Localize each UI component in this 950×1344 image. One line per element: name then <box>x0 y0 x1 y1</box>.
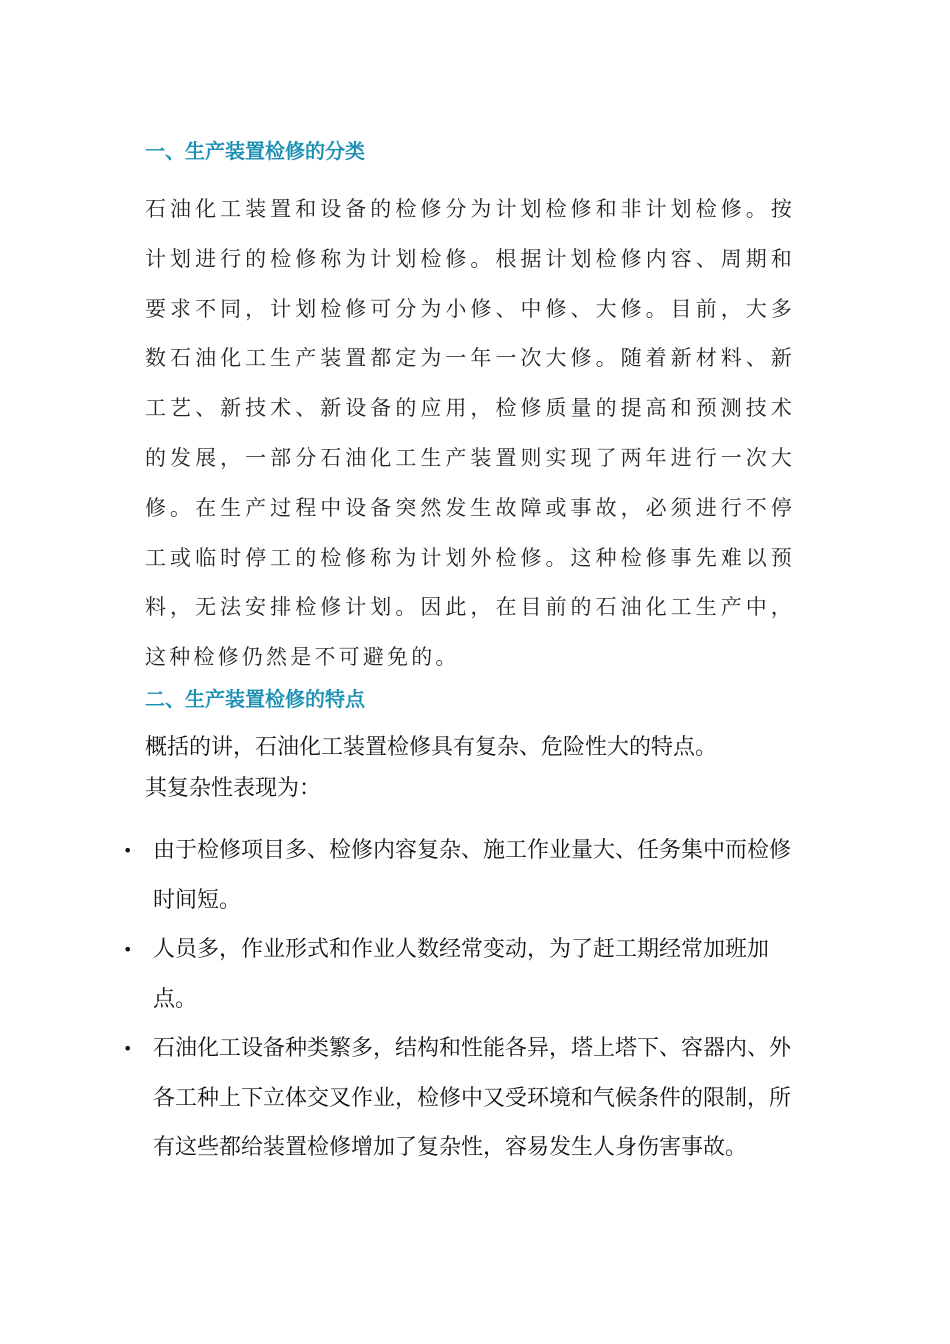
section2-bullet-list <box>118 826 808 1173</box>
section2-intro <box>145 727 805 809</box>
bullet-icon: • <box>123 940 133 959</box>
section1-paragraph: 石油化工装置和设备的检修分为计划检修和非计划检修。按计划进行的检修称为计划检修。根据计划检修内容、周期和要求不同，计划检修可分为小修、中修、大修。目前，大多数石油化工生产装置都定为一年一次大修。随着新材料、新工艺、新技术、新设备的应用，检修质量的提高和预测技术的发展，一部分石油化工生产装置则实现了两年进行一次大修。在生产过程中设备突然发生故障或事故，必须进行不停工或临时停工的检修称为计划外检修。这种检修事先难以预料，无法安排检修计划。因此，在目前的石油化工生产中，这种检修仍然是不可避免的。 <box>145 197 795 670</box>
list-item <box>118 925 808 1024</box>
list-item-text: 由于检修项目多、检修内容复杂、施工作业量大、任务集中而检修时间短。 <box>153 838 792 913</box>
section2-heading: 二、生产装置检修的特点 <box>145 687 365 711</box>
section1-heading: 一、生产装置检修的分类 <box>145 139 365 163</box>
list-item-text: 人员多，作业形式和作业人数经常变动，为了赶工期经常加班加点。 <box>153 937 770 1012</box>
list-item <box>118 826 808 925</box>
bullet-icon: • <box>123 841 133 860</box>
list-item-text: 石油化工设备种类繁多，结构和性能各异，塔上塔下、容器内、外各工种上下立体交叉作业，检修中又受环境和气候条件的限制，所有这些都给装置检修增加了复杂性，容易发生人身伤害事故。 <box>153 1036 792 1160</box>
section2-intro-line2: 其复杂性表现为： <box>145 776 322 801</box>
section2-intro-line1: 概括的讲，石油化工装置检修具有复杂、危险性大的特点。 <box>145 735 718 760</box>
list-item <box>118 1024 808 1173</box>
bullet-icon: • <box>123 1039 133 1058</box>
